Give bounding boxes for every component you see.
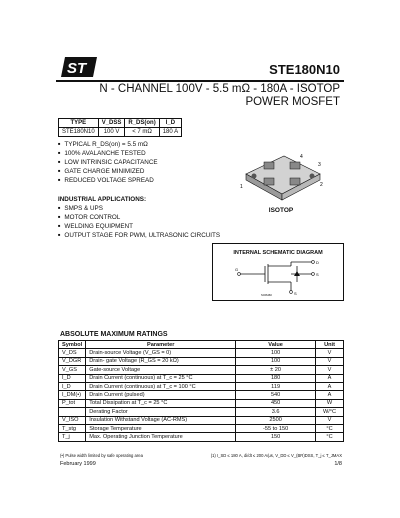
cell: < 7 mΩ [125,128,159,137]
value-cell: 540 [236,391,316,399]
value-cell: 100 [236,349,316,357]
value-cell: 3.6 [236,408,316,416]
application-item: ■ SMPS & UPS [58,204,228,213]
package-label: ISOTOP [268,207,294,214]
st-logo [60,55,98,79]
parameter-cell: Total Dissipation at T_c = 25 °C [86,399,236,407]
table-row [59,433,344,441]
schematic-code: SC06460 [261,294,272,297]
selection-table [58,118,182,137]
application-item: ■ MOTOR CONTROL [58,213,228,222]
table-row [59,366,344,374]
header-cell: Value [236,341,316,349]
pin-label: S [294,291,297,296]
cell: STE180N10 [59,128,99,137]
table-row [59,399,344,407]
cell: R_DS(on) [125,119,159,128]
footnote-left: (•) Pulse width limited by safe operating area [60,453,143,458]
value-cell: ± 20 [236,366,316,374]
cell: 100 V [98,128,125,137]
unit-cell: V [316,416,344,424]
symbol-cell: I_D [59,374,86,382]
value-cell: 119 [236,382,316,390]
value-cell: 100 [236,357,316,365]
product-subtitle [99,83,340,109]
parameter-cell: Insulation Withstand Voltage (AC-RMS) [86,416,236,424]
table-row [59,382,344,390]
feature-item: ■ TYPICAL R_DS(on) = 5.5 mΩ [58,140,158,149]
application-item: ■ WELDING EQUIPMENT [58,222,228,231]
header-rule [56,80,344,82]
footnote [60,453,342,458]
pin-label: 3 [318,162,321,168]
symbol-cell: V_GS [59,366,86,374]
symbol-cell [59,408,86,416]
cell: TYPE [59,119,99,128]
feature-list [58,140,158,185]
value-cell: 450 [236,399,316,407]
feature-item: ■ GATE CHARGE MINIMIZED [58,167,158,176]
pin-label: D [316,260,319,265]
parameter-cell: Drain Current (continuous) at T_c = 25 °C [86,374,236,382]
pin-label: S [316,272,319,277]
table-header-row [59,341,344,349]
value-cell: 2500 [236,416,316,424]
schematic-box [212,243,344,301]
symbol-cell: I_DM(•) [59,391,86,399]
symbol-cell: V_DS [59,349,86,357]
parameter-cell: Storage Temperature [86,424,236,432]
table-row [59,408,344,416]
unit-cell: W [316,399,344,407]
header-cell: Symbol [59,341,86,349]
subtitle-line-2: POWER MOSFET [245,96,340,108]
symbol-cell: T_stg [59,424,86,432]
table-row [59,374,344,382]
feature-item: ■ LOW INTRINSIC CAPACITANCE [58,158,158,167]
application-item: ■ OUTPUT STAGE FOR PWM, ULTRASONIC CIRCUITS [58,231,228,240]
svg-text:ST: ST [67,60,87,77]
subtitle-line-1: N - CHANNEL 100V - 5.5 mΩ - 180A - ISOTOP [99,83,340,95]
pin-label: 4 [300,154,303,160]
unit-cell: W/°C [316,408,344,416]
unit-cell: °C [316,424,344,432]
mosfet-schematic [233,258,325,298]
applications-title: INDUSTRIAL APPLICATIONS: [58,196,147,203]
schematic-title: INTERNAL SCHEMATIC DIAGRAM [233,250,323,256]
parameter-cell: Drain- gate Voltage (R_GS = 20 kΩ) [86,357,236,365]
selection-table-header [59,119,182,128]
unit-cell: A [316,382,344,390]
amr-title: ABSOLUTE MAXIMUM RATINGS [60,331,168,338]
parameter-cell: Gate-source Voltage [86,366,236,374]
isotop-package-image [232,134,330,216]
part-number: STE180N10 [269,62,340,77]
unit-cell: V [316,357,344,365]
footer-page-number: 1/8 [334,461,342,467]
value-cell: 180 [236,374,316,382]
pin-label: 2 [320,182,323,188]
symbol-cell: T_j [59,433,86,441]
header-cell: Parameter [86,341,236,349]
symbol-cell: V_DGR [59,357,86,365]
symbol-cell: I_D [59,382,86,390]
table-row [59,357,344,365]
table-row [59,416,344,424]
symbol-cell: V_ISO [59,416,86,424]
table-row [59,424,344,432]
absolute-maximum-ratings-table [58,340,344,442]
pin-label: G [235,267,239,272]
feature-item: ■ 100% AVALANCHE TESTED [58,149,158,158]
unit-cell: °C [316,433,344,441]
value-cell: 150 [236,433,316,441]
symbol-cell: P_tot [59,399,86,407]
parameter-cell: Derating Factor [86,408,236,416]
table-row [59,349,344,357]
table-row [59,391,344,399]
parameter-cell: Drain Current (continuous) at T_c = 100 °C [86,382,236,390]
unit-cell: V [316,366,344,374]
footnote-right: (1) I_SD ≤ 180 A, di/dt ≤ 200 A/μs, V_DD ≤ V_(BR)DSS, T_j ≤ T_JMAX [210,453,342,458]
applications-list [58,204,228,240]
parameter-cell: Max. Operating Junction Temperature [86,433,236,441]
pin-label: 1 [240,184,243,190]
cell: I_D [159,119,181,128]
parameter-cell: Drain-source Voltage (V_GS = 0) [86,349,236,357]
unit-cell: A [316,391,344,399]
unit-cell: V [316,349,344,357]
selection-table-row [59,128,182,137]
unit-cell: A [316,374,344,382]
value-cell: -55 to 150 [236,424,316,432]
cell: V_DSS [98,119,125,128]
parameter-cell: Drain Current (pulsed) [86,391,236,399]
feature-item: ■ REDUCED VOLTAGE SPREAD [58,176,158,185]
cell: 180 A [159,128,181,137]
header-cell: Unit [316,341,344,349]
footer-date: February 1999 [60,461,96,467]
